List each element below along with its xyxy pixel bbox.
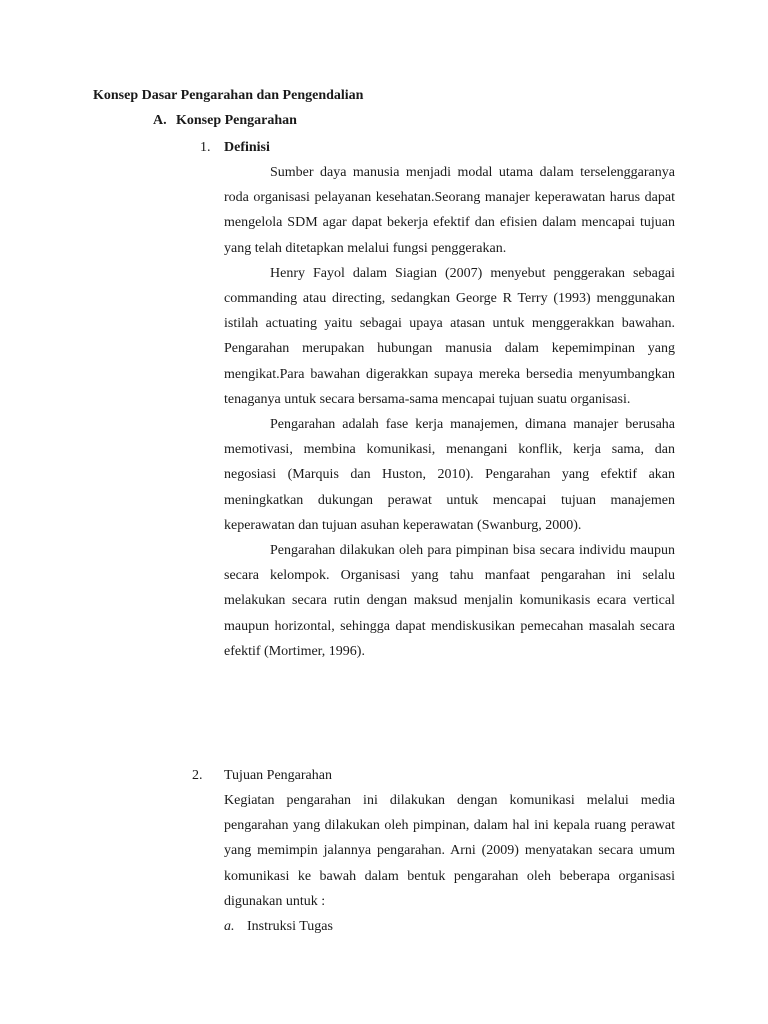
- tujuan-body: [224, 788, 675, 914]
- subitem-a-marker: a.: [224, 919, 235, 934]
- item-2-heading: Tujuan Pengarahan: [224, 768, 332, 783]
- subitem-a-label: Instruksi Tugas: [247, 919, 333, 934]
- definisi-paragraph-1: Sumber daya manusia menjadi modal utama dalam terselenggaranya roda organisasi pelayanan kesehatan.Seorang manajer keperawatan harus dapat mengelola SDM agar dapat bekerja efektif dan efisien dalam mencapai tujuan yang telah ditetapkan melalui fungsi penggerakan.: [224, 165, 675, 256]
- definisi-paragraph-2: Henry Fayol dalam Siagian (2007) menyebut penggerakan sebagai commanding atau directing, sedangkan George R Terry (1993) menggunakan istilah actuating yaitu sebagai upaya atasan untuk menggerakkan bawahan. Pengarahan merupakan hubungan manusia dalam kepemimpinan yang mengikat.Para bawahan digerakkan supaya mereka bersedia menyumbangkan tenaganya untuk secara bersama-sama mencapai tujuan suatu organisasi.: [224, 265, 675, 407]
- section-a-heading: Konsep Pengarahan: [176, 113, 297, 128]
- item-1-number: 1.: [200, 140, 211, 155]
- tujuan-paragraph: Kegiatan pengarahan ini dilakukan dengan komunikasi melalui media pengarahan yang dilakukan oleh pimpinan, dalam hal ini kepala ruang perawat yang memimpin jalannya pengarahan. Arni (2009) menyatakan secara umum komunikasi ke bawah dalam bentuk pengarahan oleh beberapa organisasi digunakan untuk :: [224, 793, 675, 909]
- document-title: Konsep Dasar Pengarahan dan Pengendalian: [93, 88, 364, 103]
- definisi-paragraph-3: Pengarahan adalah fase kerja manajemen, dimana manajer berusaha memotivasi, membina komunikasi, menangani konflik, kerja sama, dan negosiasi (Marquis dan Huston, 2010). Pengarahan yang efektif akan meningkatkan dukungan perawat untuk mencapai tujuan manajemen keperawatan dan tujuan asuhan keperawatan (Swanburg, 2000).: [224, 417, 675, 533]
- section-a-marker: A.: [153, 113, 167, 128]
- item-1-heading: Definisi: [224, 140, 270, 155]
- definisi-paragraph-4: Pengarahan dilakukan oleh para pimpinan bisa secara individu maupun secara kelompok. Organisasi yang tahu manfaat pengarahan ini selalu melakukan secara rutin dengan maksud menjalin komunikasis ecara vertical maupun horizontal, sehingga dapat mendiskusikan pemecahan masalah secara efektif (Mortimer, 1996).: [224, 543, 675, 659]
- definisi-body: [224, 160, 675, 664]
- item-2-number: 2.: [192, 768, 203, 783]
